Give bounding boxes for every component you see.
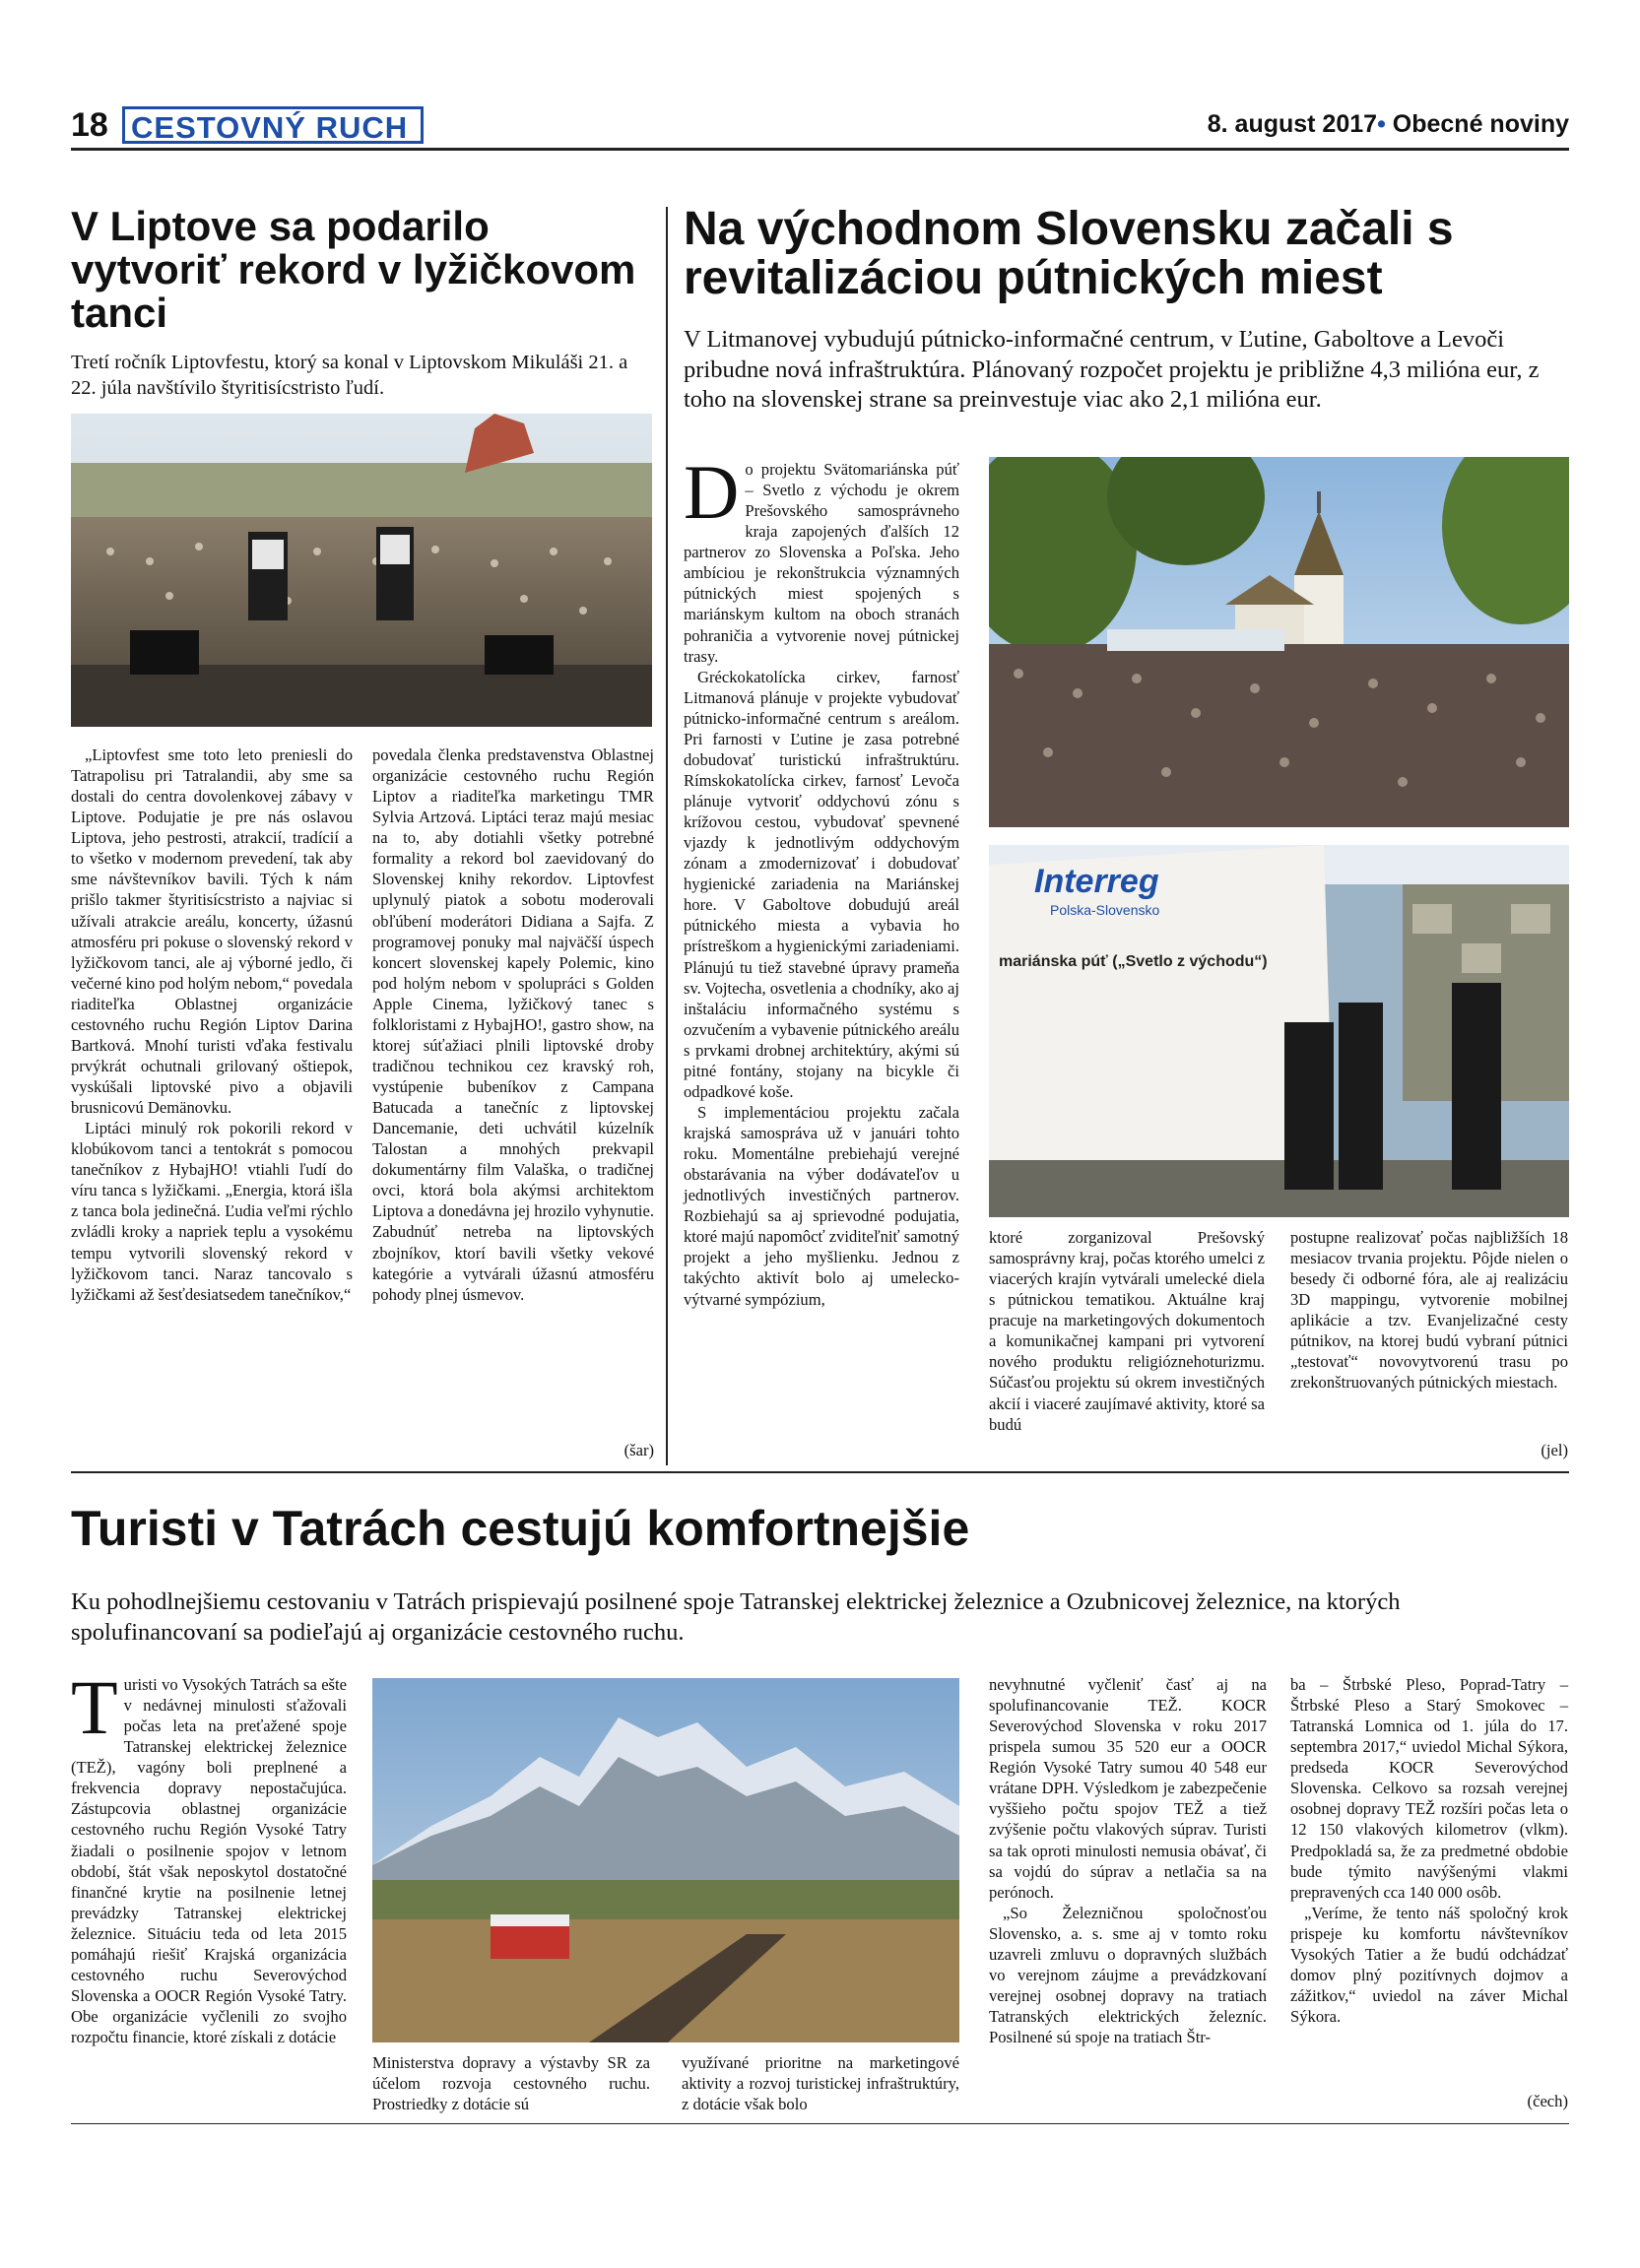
newspaper-name: Obecné noviny [1392, 110, 1569, 138]
article1-lead: Tretí ročník Liptovfestu, ktorý sa konal v Liptovskom Mikuláši 21. a 22. júla navštívilo štyritisícstristo ľudí. [71, 352, 628, 399]
article3-column-2 [372, 2052, 650, 2114]
article3-dropcap: T [71, 1664, 118, 1750]
article3-column-5 [1290, 1674, 1568, 2027]
article3-col5-paragraph: ba – Štrbské Pleso, Poprad-Tatry – Štrbské Pleso a Starý Smokovec – Tatranská Lomnica od 1. júla do 17. septembra 2017,“ uviedol Michal Sýkora, predseda KOCR Severovýchod Slovenska. Celkovo sa rozsah verejnej osobnej dopravy TEŽ rozšíri počas leta o 12 150 vlakových kilometrov (vlkm). Predpokladá sa, že za predmetné obdobie bude týmito navýšenými vlakmi prepravených cca 140 000 osôb. [1290, 1675, 1568, 1902]
pilgrimage-church-photo [989, 457, 1569, 827]
article3-col4b-paragraph: „So Železničnou spoločnosťou Slovensko, a. s. sme aj v tomto roku uzavreli zmluvu o dopravných službách vo verejnom záujme a prevádzkovaní verejnej osobnej dopravy na tratiach Tatranských elektrických železníc. Posilnené sú spoje na tratiach Štr- [989, 1903, 1267, 2047]
tatra-train-photo [372, 1678, 959, 2042]
article3-column-3 [682, 2052, 959, 2114]
issue-date: 8. august 2017 [1207, 110, 1378, 138]
article1-column-2 [372, 745, 654, 1305]
article3-title: Turisti v Tatrách cestujú komfortnejšie [71, 1501, 970, 1556]
article2-photo-banner [989, 845, 1569, 1217]
article1-photo [71, 414, 652, 727]
article2-signature: (jel) [1541, 1441, 1568, 1459]
dance-stage-photo [71, 414, 652, 727]
article2-photo-church [989, 457, 1569, 827]
article3-col4-paragraph: nevyhnutné vyčleniť časť aj na spolufinancovanie TEŽ. KOCR Severovýchod Slovenska v roku 2017 prispela sumou 35 520 eur a OOCR Región Vysoké Tatry sumou 40 548 eur vrátane DPH. Výsledkom je zabezpečenie vyššieho počtu spojov TEŽ a tiež zvýšenie počtu vlakových súprav. Turisti sa tak oproti minulosti nemusia obávať, či sa vojdú do súprav a netlačia sa na perónoch. [989, 1675, 1267, 1902]
article3-signature: (čech) [1527, 2092, 1568, 2110]
article1-signature: (šar) [623, 1441, 654, 1459]
article2-lead: V Litmanovej vybudujú pútnicko-informačné centrum, v Ľutine, Gaboltove a Levoči pribudne nová infraštruktúra. Plánovaný rozpočet projektu je približne 4,3 milióna eur, z toho na slovenskej strane sa preinvestuje viac ako 2,1 milióna eur. [684, 326, 1540, 414]
article3-col3-paragraph: využívané prioritne na marketingové aktivity a rozvoj turistickej infraštruktúry, z dotácie však bolo [682, 2053, 959, 2114]
article2-dropcap: D [684, 449, 740, 535]
article2-column-3 [1290, 1227, 1568, 1393]
banner-text: mariánska púť („Svetlo z východu“) [999, 953, 1268, 970]
article2-col1b-paragraph: Gréckokatolícka cirkev, farnosť Litmanová plánuje v projekte vybudovať pútnicko-informačné centrum s areálom. Pri farnosti v Ľutine je zasa potrebné dobudovať turistickú infraštruktúru. Rímskokatolícka cirkev, farnosť Levoča plánuje vytvoriť oddychovú zónu s krížovou cestou, vybudovať spevnené vjazdy k jednotlivým oddychovým zónam a zmodernizovať i dobudovať hygienické zariadenia na Mariánskej hore. V Gaboltove dobudujú areál pútnického miesta a vybavia ho prístreškom a hygienickými zariadeniami. Plánujú tu tiež stavebné úpravy prameňa sv. Vojtecha, osvetlenia a chodníky, ako aj inštaláciu informačného systému s ozvučením a vybavenie pútnického areálu s prvkami drobnej architektúry, akými sú pitné fontány, stojany na bicykle či odpadkové koše. [684, 667, 959, 1101]
dateline [1208, 110, 1569, 139]
article1-column-1 [71, 745, 353, 1305]
article2-title: Na východnom Slovensku začali s revitalizáciou pútnických miest [684, 203, 1454, 305]
bullet: • [1377, 110, 1386, 138]
article1-col1b-paragraph: Liptáci minulý rok pokorili rekord v klobúkovom tanci a tentokrát s pomocou tanečníkov z HybajHO! vtiahli ľudí do víru tanca s lyžičkami. „Energia, ktorá išla z tanca bola jedinečná. Ľudia veľmi rýchlo zvládli kroky a napriek teplu a vysokému tempu vytvorili slovenský rekord v lyžičkovom tanci. Naraz tancovalo s lyžičkami až šesťdesiatsedem tanečníkov,“ [71, 1119, 353, 1304]
article1-title: V Liptove sa podarilo vytvoriť rekord v lyžičkovom tanci [71, 203, 636, 337]
article2-col1-paragraph: o projektu Svätomariánska púť – Svetlo z východu je okrem Prešovského samosprávneho kraja zapojených ďalších 12 partnerov zo Slovenska a Poľska. Jeho ambíciou je rekonštrukcia významných pútnických miest spojených s mariánskym kultom na oboch stranách pohraničia a vytvorenie novej pútnickej trasy. [684, 460, 959, 666]
article3-col2-paragraph: Ministerstva dopravy a výstavby SR za účelom rozvoja cestovného ruchu. Prostriedky z dotácie sú [372, 2053, 650, 2114]
article3-col5b-paragraph: „Veríme, že tento náš spoločný krok prispeje ku komfortu návštevníkov Vysokých Tatier a že budú odchádzať domov plný pozitívnych dojmov a zážitkov,“ uviedol na záver Michal Sýkora. [1290, 1903, 1568, 2026]
article1-col2-paragraph: povedala členka predstavenstva Oblastnej organizácie cestovného ruchu Región Liptov a riaditeľka marketingu TMR Sylvia Artzová. Liptáci teraz majú mesiac na to, aby dotiahli všetky potrebné formality a rekord bol zaevidovaný do Slovenskej knihy rekordov. Liptovfest uplynulý piatok a sobotu moderovali obľúbení moderátori Didiana a Sajfa. Z programovej ponuky mal najväčší úspech koncert slovenskej kapely Polemic, kino pod holým nebom v spolupráci s Golden Apple Cinema, lyžičkový tanec s folkloristami z HybajHO!, gastro show, na ktorej súťažiaci plnili liptovské droby tradičnou technikou cez kravský roh, vystúpenie bubeníkov z Campana Batucada a tanečníc z liptovskej Dancemanie, deti uchvátil kúzelník Talostan a mnohých prekvapil dokumentárny film Valaška, o tradičnej ovci, ktorá bola akýmsi architektom Liptova a donedávna jej hrozilo vyhynutie. Zabudnúť netreba na liptovských zbojníkov, ktorí bavili všetky vekové kategórie a vytvárali úžasnú atmosféru pohody plnej úsmevov. [372, 745, 654, 1304]
story-divider [71, 1471, 1569, 1473]
article1-col1-paragraph: „Liptovfest sme toto leto preniesli do Tatrapolisu pri Tatralandii, aby sme sa dostali do centra dovolenkovej zábavy v Liptove. Podujatie je pre nás oslavou Liptova, jeho pestrosti, atrakcií, tradícií a to všetko v modernom prevedení, tak aby sme návštevníkov bavili. Tých k nám prišlo takmer štyritisícstristo a najviac si užívali atrakcie areálu, koncerty, úžasnú atmosféru pri pokuse o slovenský rekord v lyžičkovom tanci, ale aj výborné jedlo, či večerné kino pod holým nebom,“ povedala riaditeľka Oblastnej organizácie cestovného ruchu Región Liptov Darina Bartková. Mnohí turisti vďaka festivalu prvýkrát ochutnali grilovaný oštiepok, vyskúšali liptovské pivo a objavili brusnicovú Demänovku. [71, 745, 353, 1118]
article2-col3-paragraph: postupne realizovať počas najbližších 18 mesiacov trvania projektu. Pôjde nielen o besedy či odborné fóra, ale aj realizáciu 3D mappingu, vytvorenie mobilnej aplikácie a tzv. Evanjelizačné cesty pútnikov, na ktorej budú vybraní pútnici „testovať“ novovytvorenú trasu po zrekonštruovaných pútnických miestach. [1290, 1228, 1568, 1393]
banner-brand: Interreg [1034, 863, 1159, 900]
article2-column-1 [684, 449, 959, 1310]
article3-photo [372, 1678, 959, 2042]
page-number: 18 [71, 106, 108, 144]
section-label: CESTOVNÝ RUCH [122, 106, 424, 144]
article2-col1c-paragraph: S implementáciou projektu začala krajská samospráva už v januári tohto roku. Momentálne prebiehajú verejné obstarávania na výber dodávateľov u jednotlivých investičných partnerov. Rozbiehajú sa aj sprievodné podujatia, ktoré majú napomôcť zviditeľniť samotný projekt a jeho myšlienku. Jednou z takýchto aktivít bolo aj umelecko-výtvarné sympózium, [684, 1102, 959, 1309]
article3-column-1 [71, 1664, 347, 2047]
column-divider [666, 207, 668, 1465]
bottom-rule [71, 2123, 1569, 2124]
banner-subtitle: Polska-Slovensko [1050, 902, 1160, 918]
header-rule [71, 148, 1569, 151]
article3-column-4 [989, 1674, 1267, 2047]
article2-column-2 [989, 1227, 1265, 1435]
article2-col2-paragraph: ktoré zorganizoval Prešovský samosprávny kraj, počas ktorého umelci z viacerých krajín vytvárali umelecké diela s pútnickou tematikou. Aktuálne kraj pracuje na marketingových dokumentoch a komunikačnej kampani pri vytvorení nového produktu religióznehoturizmu. Súčasťou projektu sú okrem investičných akcií i viaceré zaujímavé aktivity, ktoré sa budú [989, 1228, 1265, 1434]
article3-lead: Ku pohodlnejšiemu cestovaniu v Tatrách prispievajú posilnené spoje Tatranskej elektrickej železnice a Ozubnicovej železnice, na ktorých spolufinancovaní sa podieľajú aj organizácie cestovného ruchu. [71, 1588, 1401, 1646]
article3-col1-paragraph: uristi vo Vysokých Tatrách sa ešte v nedávnej minulosti sťažovali počas leta na preťažené spoje Tatranskej elektrickej železnice (TEŽ), vagóny boli preplnené a frekvencia dopravy nepostačujúca. Zástupcovia oblastnej organizácie cestovného ruchu Región Vysoké Tatry žiadali o posilnenie spojov v letnom období, štát však neposkytol dostatočné finančné krytie na posilnenie letnej prevádzky Tatranskej elektrickej železnice. Situáciu teda od leta 2015 pomáhajú riešiť Krajská organizácia cestovného ruchu Severovýchod Slovenska a OOCR Región Vysoké Tatry. Obe organizácie vyčlenili zo svojho rozpočtu financie, ktoré získali z dotácie [71, 1675, 347, 2047]
